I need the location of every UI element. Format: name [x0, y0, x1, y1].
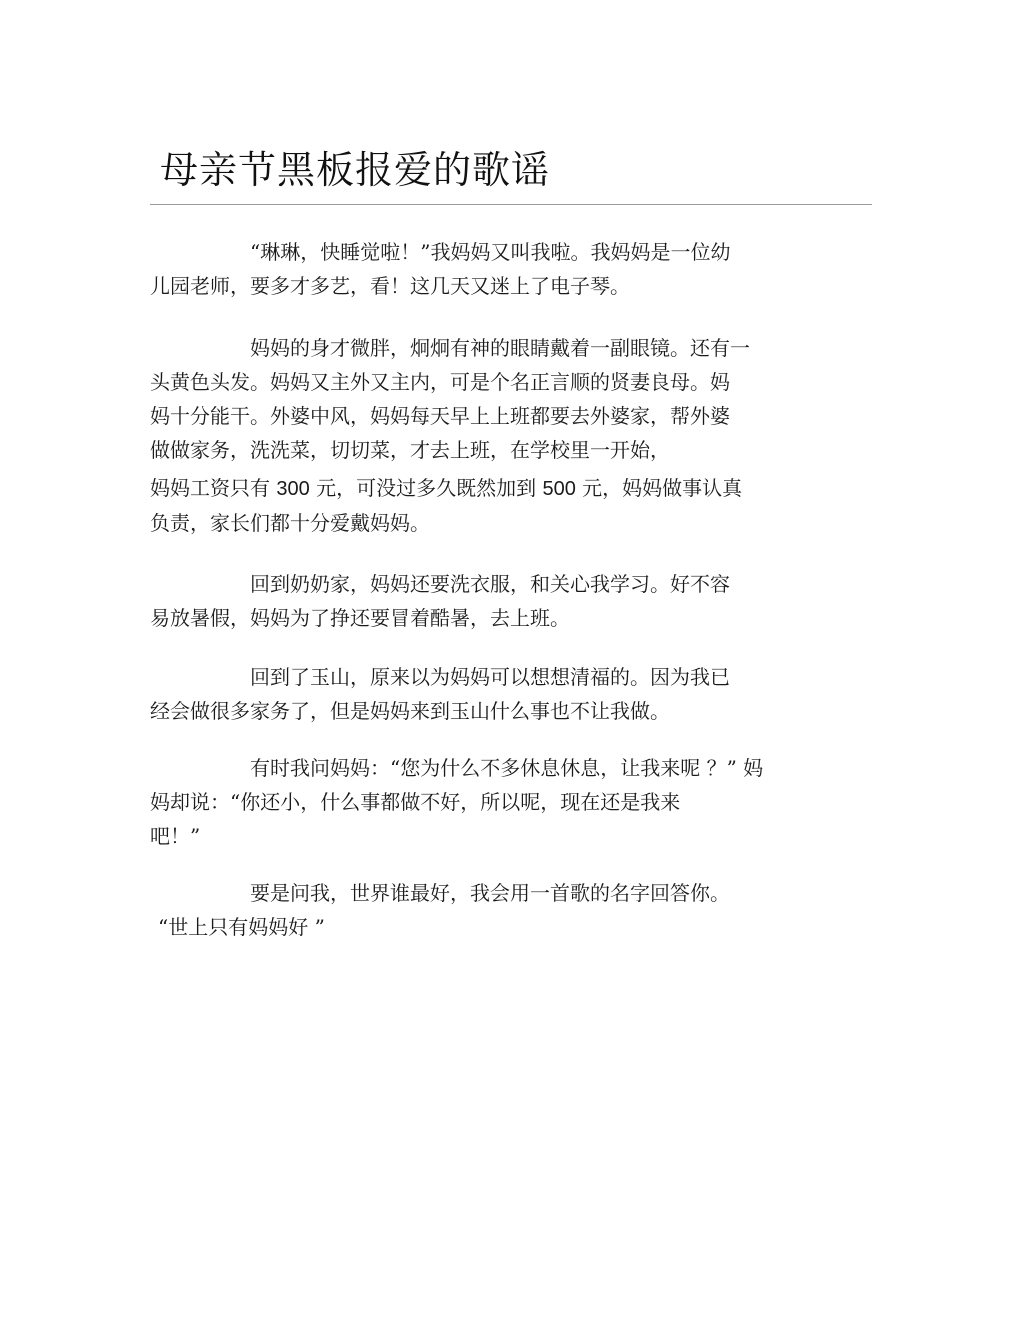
paragraph-line: 妈十分能干。外婆中风，妈妈每天早上上班都要去外婆家，帮外婆 [150, 404, 730, 428]
paragraph-6 [150, 876, 730, 944]
document-title: 母亲节黑板报爱的歌谣 [160, 148, 551, 192]
salary-text-2: 元，可没过多久既然加到 [309, 476, 543, 500]
salary-text-3: 元，妈妈做事认真 [575, 476, 743, 500]
paragraph-5 [150, 751, 763, 853]
paragraph-4 [150, 660, 730, 728]
paragraph-line: 妈妈的身才微胖，炯炯有神的眼睛戴着一副眼镜。还有一 [250, 336, 750, 360]
salary-text-1: 妈妈工资只有 [150, 476, 277, 500]
paragraph-1 [150, 235, 730, 303]
title-divider [150, 204, 872, 205]
paragraph-line: 要是问我，世界谁最好，我会用一首歌的名字回答你。 [250, 881, 730, 905]
paragraph-line: 回到奶奶家，妈妈还要洗衣服，和关心我学习。好不容 [250, 572, 730, 596]
paragraph-line: 妈却说：“你还小，什么事都做不好，所以呢，现在还是我来 [150, 790, 681, 814]
paragraph-line: 经会做很多家务了，但是妈妈来到玉山什么事也不让我做。 [150, 699, 670, 723]
paragraph-line: 回到了玉山，原来以为妈妈可以想想清福的。因为我已 [250, 665, 730, 689]
salary-amount-2: 500 [542, 478, 576, 500]
paragraph-line: “世上只有妈妈好 ” [158, 915, 325, 939]
paragraph-3 [150, 567, 730, 635]
salary-line [150, 471, 750, 506]
paragraph-line: 吧！” [150, 824, 201, 848]
paragraph-2 [150, 331, 750, 540]
paragraph-line: 负责，家长们都十分爱戴妈妈。 [150, 511, 430, 535]
salary-amount-1: 300 [276, 478, 310, 500]
paragraph-line: “琳琳，快睡觉啦！”我妈妈又叫我啦。我妈妈是一位幼 [250, 240, 731, 264]
paragraph-line: 有时我问妈妈：“您为什么不多休息休息，让我来呢 ？” 妈 [250, 756, 764, 780]
paragraph-line: 头黄色头发。妈妈又主外又主内，可是个名正言顺的贤妻良母。妈 [150, 370, 730, 394]
paragraph-line: 易放暑假，妈妈为了挣还要冒着酷暑，去上班。 [150, 606, 570, 630]
paragraph-line: 儿园老师，要多才多艺，看！这几天又迷上了电子琴。 [150, 274, 630, 298]
paragraph-line: 做做家务，洗洗菜，切切菜，才去上班，在学校里一开始， [150, 438, 670, 462]
